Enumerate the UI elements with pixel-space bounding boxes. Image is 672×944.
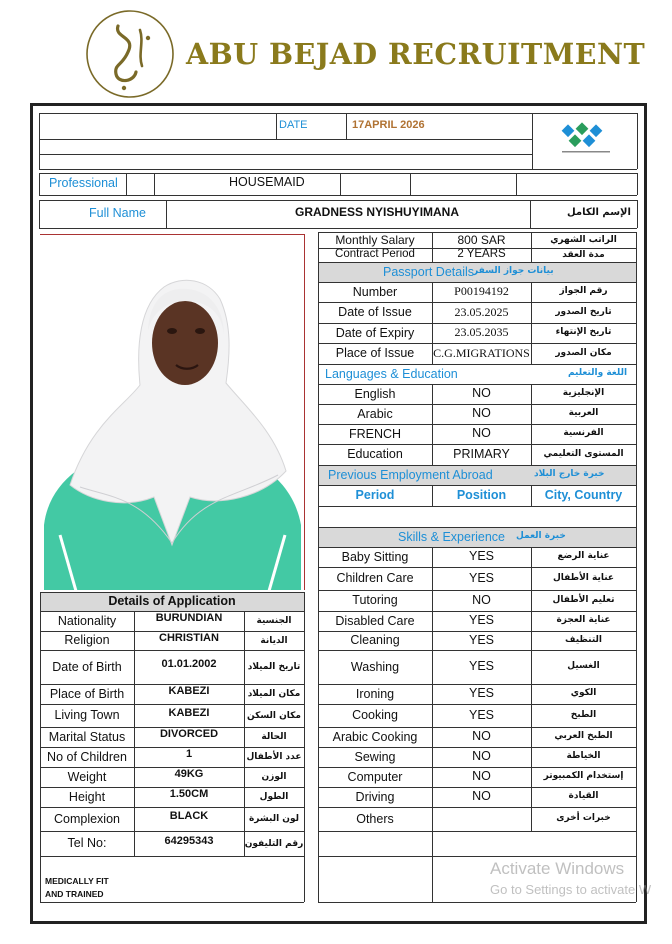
- monthly-salary-label: Monthly Salary: [335, 233, 415, 247]
- application-label-ar: الديانة: [260, 635, 288, 646]
- application-value: KABEZI: [168, 706, 210, 719]
- full-name-label: Full Name: [89, 206, 146, 220]
- medical-line1: MEDICALLY FIT: [45, 876, 109, 886]
- skills-value: YES: [468, 632, 494, 647]
- skills-value: YES: [468, 549, 494, 563]
- employment-col-period: Period: [355, 488, 395, 502]
- monthly-salary-value: 800 SAR: [457, 233, 506, 247]
- application-label: Weight: [67, 769, 107, 784]
- languages-label: Arabic: [357, 406, 393, 421]
- candidate-photo: [40, 234, 305, 590]
- languages-value: NO: [472, 386, 491, 400]
- application-label: Place of Birth: [49, 686, 125, 701]
- application-value: 1: [185, 748, 193, 760]
- date-label: DATE: [279, 119, 308, 131]
- languages-label: FRENCH: [348, 426, 402, 441]
- application-label: Tel No:: [67, 836, 107, 850]
- skills-value: YES: [468, 686, 494, 700]
- languages-title: Languages & Education: [325, 366, 458, 381]
- skills-label-ar: القيادة: [568, 791, 599, 801]
- passport-label-ar: رقم الجواز: [559, 286, 608, 296]
- full-name-value: GRADNESS NYISHUYIMANA: [295, 205, 460, 219]
- skills-label-ar: التنظيف: [565, 634, 602, 645]
- employment-title-ar: خبرة خارج البلاد: [534, 469, 605, 479]
- passport-label-ar: تاريخ الإنتهاء: [555, 327, 612, 337]
- skills-label: Others: [356, 811, 394, 826]
- application-label-ar: عدد الأطفال: [246, 752, 302, 762]
- skills-value: YES: [468, 613, 494, 627]
- passport-value: 23.05.2035: [454, 325, 509, 339]
- languages-value: NO: [472, 406, 491, 420]
- application-label: Date of Birth: [52, 659, 122, 674]
- application-label: Height: [68, 789, 106, 804]
- application-label: Religion: [64, 633, 110, 647]
- application-label: Living Town: [54, 708, 120, 722]
- skills-label: Cooking: [352, 708, 398, 722]
- passport-label: Date of Expiry: [335, 325, 415, 340]
- languages-label-ar: الفرنسية: [563, 428, 604, 438]
- skills-value: NO: [472, 749, 491, 763]
- languages-title-ar: اللغة والتعليم: [568, 368, 628, 378]
- skills-label-ar: عناية الرضع: [557, 551, 610, 561]
- application-label: No of Children: [47, 749, 127, 764]
- skills-label-ar: الكوي: [570, 688, 597, 698]
- skills-label-ar: الطبخ العربي: [554, 731, 613, 741]
- application-label-ar: مكان السكن: [247, 710, 301, 721]
- application-label-ar: الحالة: [261, 732, 287, 742]
- application-label: Marital Status: [48, 729, 126, 744]
- skills-label: Washing: [350, 659, 400, 674]
- languages-label: Education: [347, 447, 403, 461]
- application-label-ar: رقم التليفون: [244, 838, 304, 849]
- skills-label-ar: عناية الأطفال: [552, 572, 615, 583]
- skills-label: Disabled Care: [335, 613, 415, 628]
- professional-label: Professional: [49, 176, 118, 190]
- skills-label-ar: خبرات أخرى: [556, 813, 611, 823]
- languages-label-ar: العربية: [568, 408, 599, 418]
- skills-label: Computer: [347, 769, 403, 784]
- professional-value: HOUSEMAID: [229, 175, 305, 189]
- employment-col-city: City, Country: [544, 488, 623, 502]
- full-name-label-ar: الإسم الكامل: [567, 207, 631, 218]
- skills-label-ar: الخياطة: [566, 751, 601, 761]
- skills-label: Arabic Cooking: [332, 729, 418, 744]
- skills-label: Sewing: [354, 749, 396, 764]
- passport-value: 23.05.2025: [454, 304, 509, 319]
- languages-label-ar: المستوى التعليمي: [543, 448, 624, 459]
- employment-col-position: Position: [456, 488, 507, 502]
- application-value: BLACK: [169, 810, 209, 822]
- application-label: Complexion: [53, 811, 120, 826]
- application-value: 49KG: [174, 768, 204, 780]
- skills-label-ar: عناية العجزة: [556, 615, 611, 625]
- application-value: CHRISTIAN: [159, 631, 219, 644]
- skills-value: YES: [468, 659, 494, 673]
- contract-period-ar: مدة العقد: [562, 250, 605, 260]
- passport-label-ar: مكان الصدور: [555, 347, 612, 358]
- passport-value: C.G.MIGRATIONS: [433, 345, 530, 360]
- application-label-ar: الجنسية: [256, 616, 292, 626]
- application-value: DIVORCED: [159, 728, 219, 740]
- application-title: Details of Application: [108, 594, 236, 608]
- application-value: KABEZI: [168, 685, 210, 697]
- medical-line2: AND TRAINED: [45, 889, 104, 899]
- passport-label: Number: [352, 284, 398, 299]
- employment-title: Previous Employment Abroad: [328, 467, 493, 482]
- skills-label: Children Care: [336, 571, 414, 585]
- agency-logo: [556, 120, 616, 156]
- skills-title: Skills & Experience: [398, 529, 505, 544]
- languages-label: English: [354, 386, 396, 401]
- contract-period-label: Contract Period: [335, 248, 415, 260]
- company-title: ABU BEJAD RECRUITMENT: [186, 37, 646, 71]
- skills-label-ar: الطبخ: [570, 709, 597, 720]
- skills-label-ar: إستخدام الكمبيوتر: [543, 771, 624, 781]
- application-value: 64295343: [164, 834, 214, 847]
- skills-value: YES: [468, 570, 494, 585]
- skills-label: Driving: [355, 789, 395, 804]
- skills-value: NO: [472, 592, 491, 607]
- watermark-line2: Go to Settings to activate W: [490, 882, 652, 897]
- skills-label: Cleaning: [350, 633, 400, 647]
- passport-label: Date of Issue: [338, 305, 412, 319]
- application-label-ar: مكان الميلاد: [247, 689, 301, 699]
- company-logo: [84, 8, 176, 100]
- passport-value: P00194192: [454, 284, 509, 298]
- application-value: 1.50CM: [169, 788, 209, 800]
- monthly-salary-ar: الراتب الشهري: [550, 235, 617, 245]
- application-label-ar: الطول: [259, 792, 289, 802]
- application-label: Nationality: [57, 613, 117, 628]
- skills-title-ar: خبرة العمل: [516, 531, 566, 541]
- date-value: 17APRIL 2026: [352, 119, 425, 131]
- skills-label: Ironing: [355, 686, 395, 701]
- application-label-ar: لون البشرة: [248, 814, 300, 824]
- languages-value: NO: [472, 426, 491, 440]
- passport-label: Place of Issue: [335, 346, 415, 360]
- application-value: BURUNDIAN: [155, 612, 223, 624]
- passport-label-ar: تاريخ الصدور: [555, 306, 612, 317]
- skills-value: YES: [468, 707, 494, 722]
- watermark-line1: Activate Windows: [490, 859, 625, 878]
- passport-title-ar: بيانات جواز السفر: [473, 266, 554, 276]
- skills-label: Tutoring: [352, 593, 398, 607]
- skills-value: NO: [472, 789, 491, 803]
- skills-label-ar: تعليم الأطفال: [552, 594, 615, 605]
- languages-value: PRIMARY: [453, 446, 510, 461]
- skills-label-ar: الغسيل: [567, 661, 600, 671]
- application-label-ar: تاريخ الميلاد: [247, 662, 301, 672]
- passport-title: Passport Details: [383, 264, 475, 279]
- skills-value: NO: [472, 769, 491, 783]
- languages-label-ar: الإنجليزية: [562, 388, 605, 398]
- application-value: 01.01.2002: [161, 658, 217, 670]
- contract-period-value: 2 YEARS: [457, 248, 506, 260]
- skills-label: Baby Sitting: [341, 549, 409, 564]
- application-label-ar: الوزن: [261, 772, 287, 782]
- skills-value: NO: [472, 729, 491, 743]
